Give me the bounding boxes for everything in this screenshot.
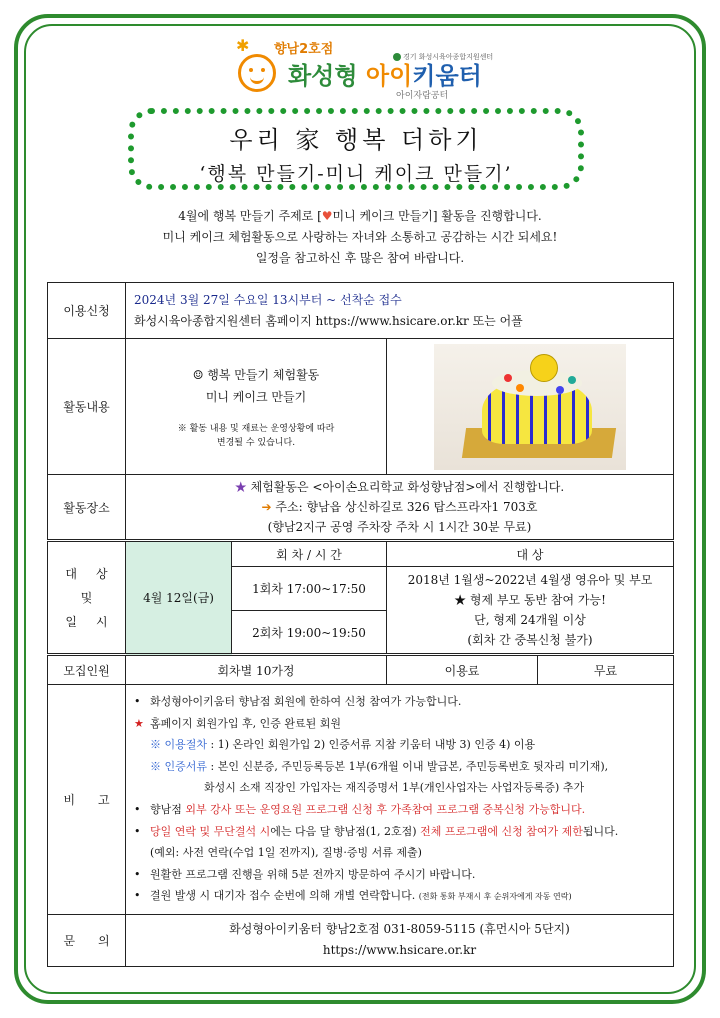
- contact-url[interactable]: https://www.hsicare.or.kr: [322, 943, 477, 958]
- session-1: 1회차 17:00~17:50: [232, 567, 387, 611]
- list-item: ※ 이용절차 : 1) 온라인 회원가입 2) 인증서류 지참 키움터 내방 3) 인증 4) 이용: [150, 738, 536, 752]
- center-logo-icon: [393, 53, 401, 61]
- list-item: • 향남점 외부 강사 또는 운영요원 프로그램 신청 후 가족참여 프로그램 중복신청 가능합니다.: [134, 802, 586, 816]
- smile-face-icon: [238, 54, 276, 92]
- contact-label: 문 의: [48, 914, 126, 966]
- logo-subtitle: 아이자람공터: [396, 91, 449, 101]
- star-icon: ★: [234, 480, 247, 494]
- place-parking: (향남2지구 공영 주차장 주차 시 1시간 30분 무료): [267, 520, 532, 534]
- list-item: (예외: 사전 연락(수업 1일 전까지), 질병·증빙 서류 제출): [150, 846, 422, 860]
- target-condition: 단, 형제 24개월 이상: [474, 613, 586, 627]
- target-sibling: ★ 형제 부모 동반 참여 가능!: [454, 593, 606, 607]
- recruit-label: 모집인원: [48, 655, 126, 685]
- activity-note: ※ 활동 내용 및 재료는 운영상황에 따라: [177, 423, 335, 434]
- list-item: • 당일 연락 및 무단결석 시에는 다음 달 향남점(1, 2호점) 전체 프로그램에 신청 참여가 제한됩니다.: [134, 824, 619, 838]
- list-item: • 화성형아이키움터 향남점 회원에 한하여 신청 참여가 가능합니다.: [134, 695, 462, 708]
- target-note: (회차 간 중복신청 불가): [467, 633, 593, 647]
- place-label: 활동장소: [48, 475, 126, 541]
- target-age: 2018년 1월생~2022년 4월생 영유아 및 부모: [407, 573, 653, 587]
- activity-name: 미니 케이크 만들기: [205, 389, 307, 404]
- intro-text: 4월에 행복 만들기 주제로 [♥미니 케이크 만들기] 활동을 진행합니다. 미니 케이크 체험활동으로 사랑하는 자녀와 소통하고 공감하는 시간 되세요! 일정을 참고하신 후 많은 참여 바랍니다.: [162, 209, 558, 265]
- recruit-value: 회차별 10가정: [126, 655, 387, 685]
- apply-label: 이용신청: [48, 283, 126, 339]
- logo-title: 화성형 아이키움터: [288, 62, 482, 90]
- apply-method: 화성시육아종합지원센터 홈페이지 https://www.hsicare.or.kr 또는 어플: [134, 313, 523, 328]
- list-item: ★ 홈페이지 회원가입 후, 인증 완료된 회원: [134, 716, 341, 730]
- place-line1: 체험활동은 <아이손요리학교 화성향남점>에서 진행합니다.: [250, 480, 565, 494]
- arrow-icon: ➔: [261, 500, 272, 514]
- cake-photo: [434, 344, 626, 470]
- list-item: • 원활한 프로그램 진행을 위해 5분 전까지 방문하여 주시기 바랍니다.: [134, 867, 476, 881]
- notes-label: 비 고: [48, 685, 126, 915]
- logo: [236, 36, 496, 108]
- list-item: • 결원 발생 시 대기자 접수 순번에 의해 개별 연락합니다. (전화 통화 부재시 후 순위자에게 자동 연락): [134, 889, 572, 903]
- center-logo: 경기 화성시육아종합지원센터: [393, 52, 493, 62]
- schedule-label: 대 상 및 일 시: [48, 541, 126, 655]
- main-title: 우리 家 행복 더하기: [229, 126, 483, 154]
- session-header: 회 차 / 시 간: [232, 541, 387, 567]
- title-box: [128, 108, 584, 190]
- info-table: 이용신청 2024년 3월 27일 수요일 13시부터 ~ 선착순 접수 화성시육아종합지원센터 홈페이지 https://www.hsicare.or.kr 또는 어플 활동내용 ☺ 행복 만들기 체험활동 미니 케이크 만들기 ※ 활동 내용 및 재료는 운영상황에 따라 변경될 수 있습니다. 활동장소 ★ 체험활동은 <아이손요리학교 화성향남점>에서 진행합니다. ➔ 주소: 향남읍 상신하길로 326 탑스프라자1 703호 (향남2지구 공영 주차장 주차 시 1시간 30분 무료) 대 상 및 일 시 4월 12일(금) 회 차 / 시 간 대 상 1회차 17:00~17:50 2018년 1월생~2022년 4월생 영유아 및 부모 ★ 형제 부모 동반 참여 가능! 단, 형제 24개월 이상 (회차 간 중복신청 불가) 2회차 19:00~19:50 모집인원 회차별 10가정 이용료 무료 비 고 • 화성형아이키움터 향남점 회원에 한하여 신청 참여가 가능합니다. ★ 홈페이지 회원가입 후, 인증 완료된 회원 ※ 이용절차 : 1) 온라인 회원가입 2) 인증서류 지참 키움터 내방 3) 인증 4) 이용 ※ 인증서류 : 본인 신분증, 주민등록등본 1부(6개월 이내 발급본, 주민등록번호 뒷자리 미기재), 화성시 소재 직장인 가입자는 재직증명서 1부(개인사업자는 사업자등록증) 추가 • 향남점 외부 강사 또는 운영요원 프로그램 신청 후 가족참여 프로그램 중복신청 가능합니다. • 당일 연락 및 무단결석 시에는 다음 달 향남점(1, 2호점) 전체 프로그램에 신청 참여가 제한됩니다. (예외: 사전 연락(수업 1일 전까지), 질병·증빙 서류 제출) • 원활한 프로그램 진행을 위해 5분 전까지 방문하여 주시기 바랍니다. • 결원 발생 시 대기자 접수 순번에 의해 개별 연락합니다. (전화 통화 부재시 후 순위자에게 자동 연락) 문 의 화성형아이키움터 향남2호점 031-8059-5115 (휴먼시아 5단지) https://www.hsicare.or.kr: [47, 282, 674, 967]
- session-2: 2회차 19:00~19:50: [232, 611, 387, 655]
- schedule-date: 4월 12일(금): [126, 541, 232, 655]
- notes-list: [126, 685, 673, 914]
- apply-period: 2024년 3월 27일 수요일 13시부터 ~ 선착순 접수: [134, 292, 402, 307]
- fee-value: 무료: [538, 655, 674, 685]
- list-item: 화성시 소재 직장인 가입자는 재직증명서 1부(개인사업자는 사업자등록증) 추가: [204, 781, 585, 795]
- smiley-topper: [530, 354, 558, 382]
- activity-title: ☺ 행복 만들기 체험활동: [192, 367, 320, 382]
- sub-title: ‘행복 만들기-미니 케이크 만들기’: [199, 163, 513, 185]
- heart-icon: ♥: [321, 209, 333, 223]
- fee-label: 이용료: [387, 655, 538, 685]
- target-header: 대 상: [387, 541, 674, 567]
- contact-info: 화성형아이키움터 향남2호점 031-8059-5115 (휴먼시아 5단지): [229, 922, 570, 937]
- star-icon: ✱: [236, 36, 250, 55]
- logo-branch: 향남2호점: [274, 42, 334, 57]
- place-address: 주소: 향남읍 상신하길로 326 탑스프라자1 703호: [275, 500, 538, 514]
- activity-label: 활동내용: [48, 339, 126, 475]
- list-item: ※ 인증서류 : 본인 신분증, 주민등록등본 1부(6개월 이내 발급본, 주민등록번호 뒷자리 미기재),: [150, 759, 609, 773]
